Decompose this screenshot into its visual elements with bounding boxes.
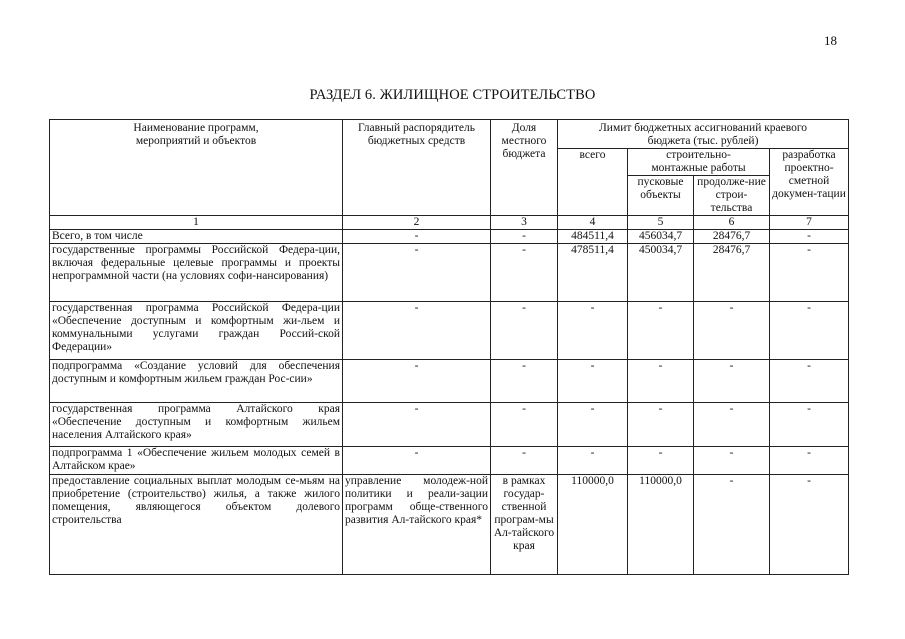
table-row — [50, 360, 849, 403]
row-local: - — [491, 447, 558, 475]
row-local: - — [491, 360, 558, 403]
table-row — [50, 475, 849, 575]
row-name: подпрограмма «Создание условий для обеспечения доступным и комфортным жильем граждан Рос-сии» — [50, 360, 343, 403]
col-number-4: 4 — [558, 216, 628, 230]
header-launch: пусковые объекты — [628, 176, 694, 216]
row-name: предоставление социальных выплат молодым се-мьям на приобретение (строительство) жилья, а также жилого помещения, являющегося объектом долевого строительства — [50, 475, 343, 575]
row-continuing: 28476,7 — [694, 244, 770, 302]
row-manager: - — [343, 230, 491, 244]
row-continuing: - — [694, 403, 770, 447]
table-row — [50, 302, 849, 360]
header-local-budget: Доля местного бюджета — [491, 120, 558, 216]
row-total: 110000,0 — [558, 475, 628, 575]
row-continuing: - — [694, 447, 770, 475]
row-launch: 450034,7 — [628, 244, 694, 302]
row-total: - — [558, 302, 628, 360]
page-number: 18 — [824, 33, 837, 48]
col-number-2: 2 — [343, 216, 491, 230]
row-launch: - — [628, 403, 694, 447]
row-design: - — [770, 475, 849, 575]
row-design: - — [770, 403, 849, 447]
row-name: государственная программа Российской Федера-ции «Обеспечение доступным и комфортным жи-льем и коммунальными услугами граждан Россий-ской Федерации» — [50, 302, 343, 360]
table-row — [50, 230, 849, 244]
row-continuing: - — [694, 360, 770, 403]
row-launch: - — [628, 302, 694, 360]
table-row — [50, 244, 849, 302]
row-total: - — [558, 403, 628, 447]
row-manager: - — [343, 360, 491, 403]
col-number-5: 5 — [628, 216, 694, 230]
row-total: - — [558, 360, 628, 403]
row-design: - — [770, 302, 849, 360]
col-number-1: 1 — [50, 216, 343, 230]
row-total: 484511,4 — [558, 230, 628, 244]
row-manager: - — [343, 244, 491, 302]
row-manager: управление молодеж-ной политики и реали-зации программ обще-ственного развития Ал-тайского края* — [343, 475, 491, 575]
table-row — [50, 447, 849, 475]
table-row — [50, 403, 849, 447]
row-name: государственные программы Российской Федера-ции, включая федеральные целевые программы и проекты непрограммной части (на условиях софи-нансирования) — [50, 244, 343, 302]
row-total: 478511,4 — [558, 244, 628, 302]
header-name: Наименование программ, мероприятий и объектов — [50, 120, 343, 216]
row-manager: - — [343, 403, 491, 447]
header-continuing: продолже-ние строи-тельства — [694, 176, 770, 216]
row-launch: - — [628, 360, 694, 403]
row-manager: - — [343, 447, 491, 475]
row-design: - — [770, 447, 849, 475]
col-number-7: 7 — [770, 216, 849, 230]
header-total: всего — [558, 149, 628, 216]
row-launch: - — [628, 447, 694, 475]
header-manager: Главный распорядитель бюджетных средств — [343, 120, 491, 216]
section-title: РАЗДЕЛ 6. ЖИЛИЩНОЕ СТРОИТЕЛЬСТВО — [309, 87, 596, 103]
row-launch: 110000,0 — [628, 475, 694, 575]
col-number-3: 3 — [491, 216, 558, 230]
row-launch: 456034,7 — [628, 230, 694, 244]
row-design: - — [770, 230, 849, 244]
row-continuing: - — [694, 475, 770, 575]
row-design: - — [770, 360, 849, 403]
row-name: государственная программа Алтайского края «Обеспечение доступным и комфортным жильем населения Алтайского края» — [50, 403, 343, 447]
row-name: Всего, в том числе — [50, 230, 343, 244]
row-name: подпрограмма 1 «Обеспечение жильем молодых семей в Алтайском крае» — [50, 447, 343, 475]
row-local: - — [491, 403, 558, 447]
row-design: - — [770, 244, 849, 302]
header-limit: Лимит бюджетных ассигнований краевого бюджета (тыс. рублей) — [558, 120, 849, 149]
row-manager: - — [343, 302, 491, 360]
budget-table — [49, 119, 849, 575]
header-construction: строительно-монтажные работы — [628, 149, 770, 176]
row-local: в рамках государ-ственной програм-мы Ал-тайского края — [491, 475, 558, 575]
row-local: - — [491, 230, 558, 244]
header-design: разработка проектно-сметной докумен-тации — [770, 149, 849, 216]
row-continuing: - — [694, 302, 770, 360]
row-total: - — [558, 447, 628, 475]
row-continuing: 28476,7 — [694, 230, 770, 244]
row-local: - — [491, 244, 558, 302]
col-number-6: 6 — [694, 216, 770, 230]
row-local: - — [491, 302, 558, 360]
